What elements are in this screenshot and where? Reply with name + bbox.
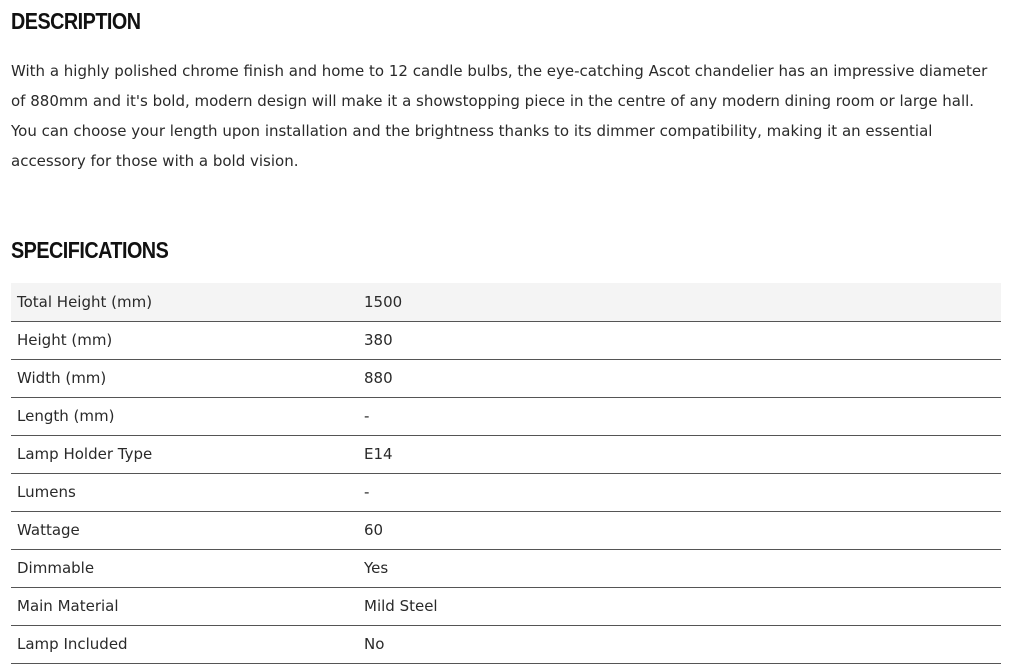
spec-row-total-height [11, 283, 1001, 321]
spec-value: Mild Steel [364, 597, 438, 615]
spec-label: Total Height (mm) [17, 292, 153, 311]
spec-value: 380 [364, 331, 393, 349]
spec-row-length [11, 397, 1001, 435]
spec-value: No [364, 635, 385, 653]
spec-row-lamp-holder-type [11, 435, 1001, 473]
spec-row-dimmable [11, 549, 1001, 587]
spec-row-lamp-included [11, 625, 1001, 663]
description-heading: DESCRIPTION [11, 8, 141, 34]
specifications-table [11, 283, 1001, 664]
spec-label: Main Material [17, 597, 119, 615]
spec-label: Height (mm) [17, 331, 113, 349]
specifications-heading: SPECIFICATIONS [11, 237, 169, 263]
description-text [11, 56, 1006, 176]
spec-value: 1500 [364, 292, 403, 311]
spec-label: Width (mm) [17, 369, 107, 387]
spec-value: 60 [364, 521, 384, 539]
spec-value: - [364, 407, 370, 425]
spec-label: Lumens [17, 483, 76, 501]
description-line: of 880mm and it's bold, modern design will make it a showstopping piece in the centre of any modern dining room or large hall. [11, 92, 975, 110]
spec-row-wattage [11, 511, 1001, 549]
spec-label: Length (mm) [17, 407, 115, 425]
description-line: With a highly polished chrome finish and home to 12 candle bulbs, the eye-catching Ascot chandelier has an impressive diameter [11, 62, 988, 80]
spec-value: - [364, 483, 370, 501]
spec-value: Yes [364, 559, 389, 577]
spec-label: Wattage [17, 521, 80, 539]
description-line: You can choose your length upon installation and the brightness thanks to its dimmer compatibility, making it an essential [11, 122, 933, 140]
spec-label: Dimmable [17, 559, 95, 577]
spec-row-width [11, 359, 1001, 397]
spec-row-lumens [11, 473, 1001, 511]
spec-row-main-material [11, 587, 1001, 625]
spec-row-height [11, 321, 1001, 359]
spec-label: Lamp Included [17, 635, 128, 653]
spec-value: E14 [364, 445, 393, 463]
description-line: accessory for those with a bold vision. [11, 152, 299, 170]
spec-value: 880 [364, 369, 393, 387]
spec-label: Lamp Holder Type [17, 445, 153, 463]
